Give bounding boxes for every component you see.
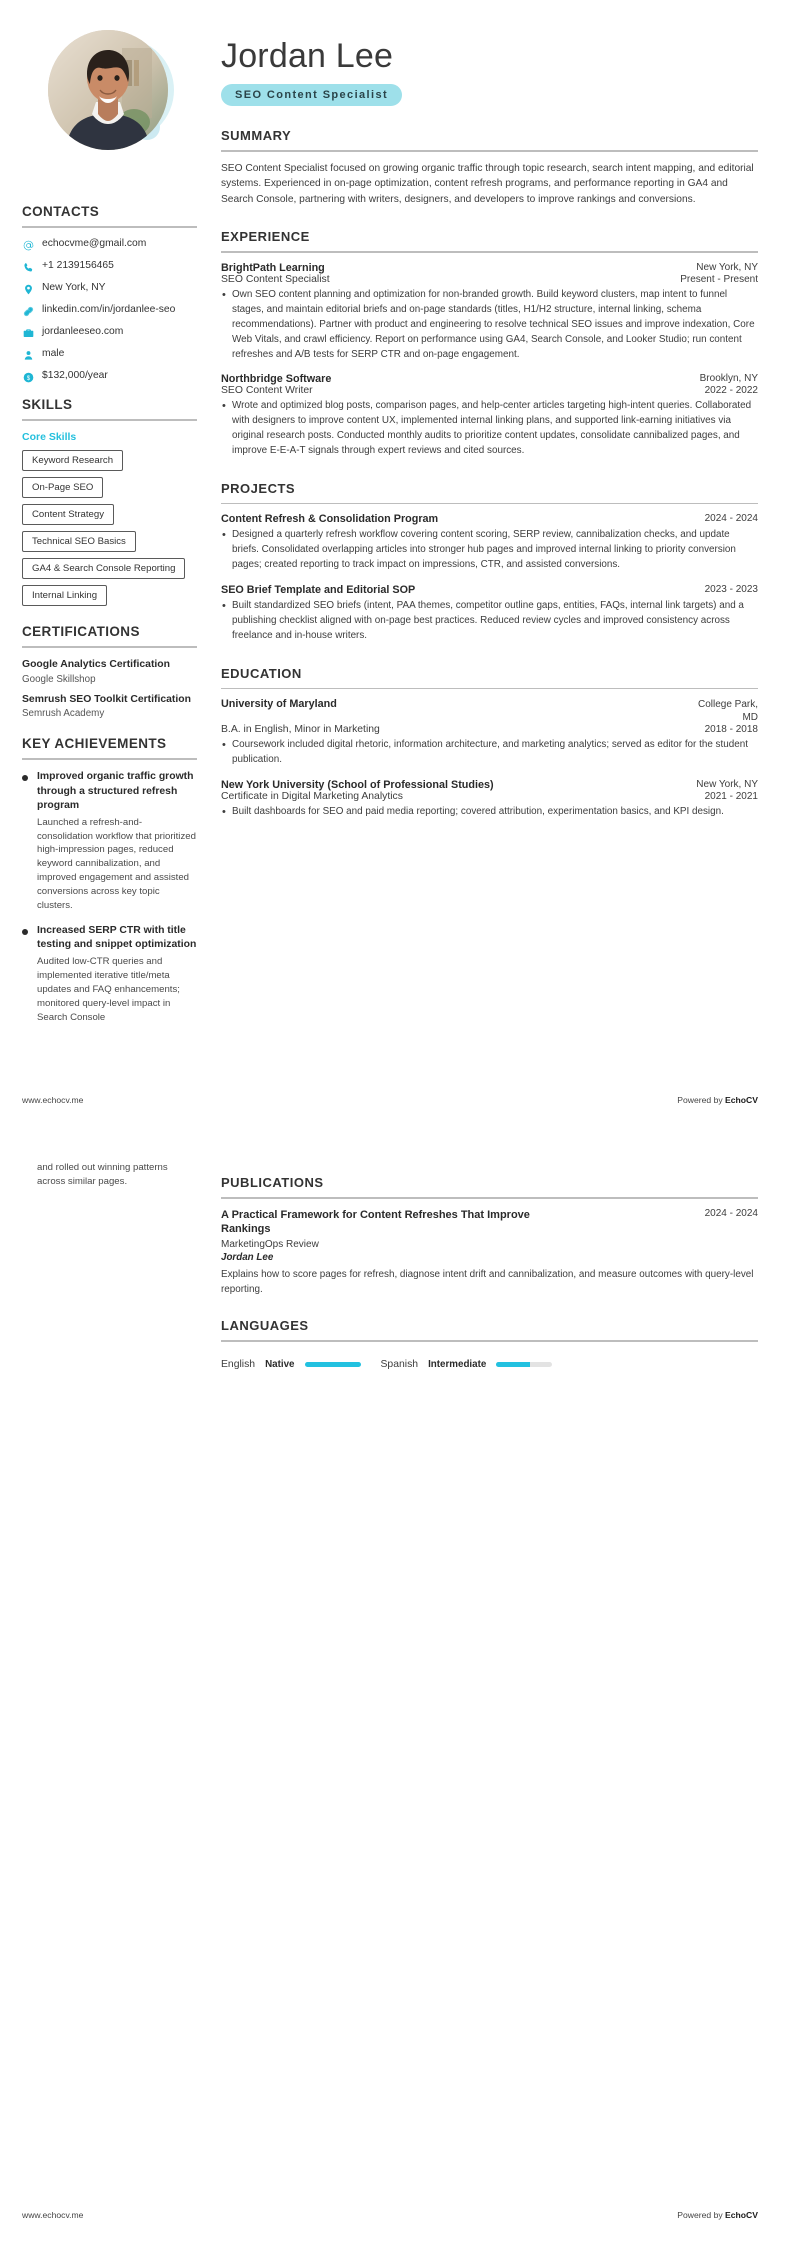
publication-entry: [221, 1208, 758, 1298]
main-content-continued: [215, 1123, 794, 1370]
section-title-publications: PUBLICATIONS: [221, 1175, 324, 1190]
experience-entry: [221, 262, 758, 362]
sidebar-continued: [0, 1123, 215, 1189]
achievement-desc: Audited low-CTR queries and implemented iterative title/meta updates and FAQ enhancements; monitored query-level impact in Search Console: [37, 956, 180, 1023]
experience-entry: [221, 373, 758, 458]
experience-org: BrightPath Learning: [221, 262, 325, 275]
section-title-contacts: CONTACTS: [22, 204, 100, 219]
publication-author: Jordan Lee: [221, 1252, 274, 1264]
language-level: Intermediate: [428, 1358, 487, 1370]
project-dates: 2023 - 2023: [704, 583, 758, 595]
footer-brand-name: EchoCV: [725, 2210, 758, 2220]
language-name: Spanish: [380, 1358, 419, 1370]
education-entry: [221, 698, 758, 768]
education-bullets: [221, 805, 758, 820]
skill-chip[interactable]: Content Strategy: [22, 504, 114, 525]
skill-chip[interactable]: Technical SEO Basics: [22, 531, 136, 552]
skill-chip[interactable]: Internal Linking: [22, 585, 107, 606]
job-title-badge: SEO Content Specialist: [221, 84, 402, 106]
resume-sheet-2: [0, 1123, 794, 2246]
experience-role: SEO Content Specialist: [221, 274, 330, 286]
project-entry: [221, 584, 758, 644]
project-bullets: [221, 599, 758, 644]
section-title-certifications: CERTIFICATIONS: [22, 624, 140, 639]
contact-value-website: jordanleeseo.com: [42, 326, 124, 337]
footer-brand: [677, 2210, 758, 2220]
divider-key-achievements: [22, 758, 197, 760]
education-dates: 2018 - 2018: [704, 724, 758, 736]
project-dates: 2024 - 2024: [704, 513, 758, 525]
page-footer-1: [0, 1095, 794, 1105]
achievement-title: Increased SERP CTR with title testing and snippet optimization: [37, 924, 197, 950]
location-icon: [22, 283, 34, 295]
project-bullets: [221, 528, 758, 573]
education-location: New York, NY: [696, 778, 758, 790]
contact-value-phone: +1 2139156465: [42, 260, 114, 271]
contact-item-location[interactable]: [22, 282, 197, 295]
bullet-dot-icon: [22, 929, 28, 935]
summary-text: SEO Content Specialist focused on growing organic traffic through topic research, search intent mapping, and editorial systems. Experienced in on-page optimization, content refresh programs, and performance reporting in GA4 and Search Console, partnering with writers, designers, and developers to improve rankings and conversions.: [221, 162, 754, 205]
divider-summary: [221, 150, 758, 152]
section-title-projects: PROJECTS: [221, 480, 296, 496]
certification-item: [22, 693, 197, 721]
experience-location: Brooklyn, NY: [699, 373, 758, 385]
experience-bullets: [221, 288, 758, 362]
footer-powered-prefix: Powered by: [677, 2210, 726, 2220]
education-location: College Park, MD: [697, 699, 758, 724]
contact-value-linkedin: linkedin.com/in/jordanlee-seo: [42, 304, 176, 315]
contact-item-phone[interactable]: [22, 260, 197, 273]
section-title-summary: SUMMARY: [221, 128, 292, 144]
publication-journal: MarketingOps Review: [221, 1239, 319, 1251]
divider-education: [221, 688, 758, 690]
certification-item: [22, 658, 197, 686]
language-level: Native: [265, 1358, 295, 1370]
main-content: [215, 0, 794, 831]
skills-group-label: Core Skills: [22, 431, 77, 443]
phone-icon: [22, 261, 34, 273]
person-icon: [22, 349, 34, 361]
contact-item-gender: [22, 348, 197, 361]
language-name: English: [221, 1358, 256, 1370]
divider-languages: [221, 1340, 758, 1342]
contact-item-email[interactable]: [22, 238, 197, 251]
link-icon: [22, 305, 34, 317]
education-dates: 2021 - 2021: [704, 790, 758, 802]
language-proficiency-bar: [496, 1362, 552, 1367]
section-title-experience: EXPERIENCE: [221, 229, 310, 245]
avatar-portrait-icon: [48, 30, 168, 150]
bullet-item: • Own SEO content planning and optimization for non-branded growth. Build keyword clusters, map intent to funnel stages, and maintain editorial briefs and on-page standards (titles, H1/H2 structure, internal linking, schema recommendations). Partner with product and engineering to resolve technical SEO issues and improve indexation, Core Web Vitals, and crawl efficiency. Report on performance using GA4, Search Console, and Looker Studio; run content refreshes and A/B tests for SERP CTR and on-page engagement.: [221, 288, 758, 362]
skill-chip[interactable]: Keyword Research: [22, 450, 123, 471]
education-degree: B.A. in English, Minor in Marketing: [221, 724, 380, 736]
bullet-item: • Built standardized SEO briefs (intent, PAA themes, competitor outline gaps, entities, FAQs, internal link targets) and a publishing checklist aligned with on-page best practices. Reduced review cycles and improved consistency across freelance and in-house writers.: [221, 599, 758, 644]
achievement-desc-continued: and rolled out winning patterns across similar pages.: [37, 1162, 168, 1187]
sidebar: [0, 0, 215, 1036]
bullet-item: • Wrote and optimized blog posts, comparison pages, and help-center articles targeting high-intent queries. Collaborated with designers to improve content UX, implemented internal linking plans, and supported link-earning initiatives via original research posts. Conducted monthly audits to prioritize content updates, consolidate cannibalized pages, and improve E-E-A-T signals through expert reviews and cited sources.: [221, 399, 758, 458]
briefcase-icon: [22, 327, 34, 339]
skill-chip[interactable]: GA4 & Search Console Reporting: [22, 558, 185, 579]
experience-dates: 2022 - 2022: [704, 385, 758, 397]
section-title-languages: LANGUAGES: [221, 1318, 309, 1333]
bullet-dot-icon: [22, 775, 28, 781]
education-entry: [221, 779, 758, 820]
publication-title: A Practical Framework for Content Refreshes That Improve Rankings: [221, 1208, 530, 1236]
contact-value-email: echocvme@gmail.com: [42, 238, 147, 249]
skill-chip[interactable]: On-Page SEO: [22, 477, 103, 498]
project-name: Content Refresh & Consolidation Program: [221, 513, 439, 526]
certification-name: Semrush SEO Toolkit Certification: [22, 693, 191, 705]
experience-dates: Present - Present: [680, 274, 758, 286]
section-title-skills: SKILLS: [22, 397, 73, 412]
contact-value-gender: male: [42, 348, 65, 359]
divider-contacts: [22, 226, 197, 228]
avatar: [22, 30, 202, 190]
education-school: University of Maryland: [221, 698, 337, 711]
divider-experience: [221, 251, 758, 253]
certification-name: Google Analytics Certification: [22, 659, 170, 670]
contact-list: [22, 238, 197, 383]
project-name: SEO Brief Template and Editorial SOP: [221, 583, 416, 596]
publication-description: Explains how to score pages for refresh, diagnose intent drift and cannibalization, and measure outcomes with query-level reporting.: [221, 1269, 754, 1296]
experience-org: Northbridge Software: [221, 373, 332, 386]
contact-item-linkedin[interactable]: [22, 304, 197, 317]
language-proficiency-bar: [305, 1362, 361, 1367]
bullet-item: • Built dashboards for SEO and paid media reporting; covered attribution, experimentation basics, and KPI design.: [221, 805, 758, 820]
experience-location: New York, NY: [696, 262, 758, 274]
footer-brand-name: EchoCV: [725, 1095, 758, 1105]
divider-certifications: [22, 646, 197, 648]
footer-brand: [677, 1095, 758, 1105]
divider-publications: [221, 1197, 758, 1199]
bullet-item: • Coursework included digital rhetoric, information architecture, and marketing analytics; served as editor for the student publication.: [221, 738, 758, 768]
svg-text:$: $: [26, 374, 30, 382]
contact-item-salary: [22, 370, 197, 383]
email-icon: [22, 239, 34, 251]
bullet-item: • Designed a quarterly refresh workflow covering content scoring, SERP review, cannibalization checks, and update briefs. Consolidated overlapping articles into stronger hub pages and improved internal linking to priority conversion pages; created reporting to track impact on impressions, CTR, and assisted conversions.: [221, 528, 758, 573]
achievement-desc: Launched a refresh-and-consolidation workflow that prioritized high-impression pages, reduced keyword cannibalization, and improved engagement and assisted conversions across key topic clusters.: [37, 816, 196, 912]
section-title-education: EDUCATION: [221, 665, 302, 681]
achievement-item: [22, 924, 197, 1025]
page-title: Jordan Lee: [221, 37, 394, 75]
achievement-title: Improved organic traffic growth through a structured refresh program: [37, 771, 194, 811]
education-school: New York University (School of Professional Studies): [221, 778, 494, 791]
skills-chip-list: [22, 450, 197, 606]
footer-powered-prefix: Powered by: [677, 1095, 726, 1105]
certification-org: Google Skillshop: [22, 673, 96, 685]
page-footer-2: [0, 2210, 794, 2220]
footer-site[interactable]: www.echocv.me: [22, 2210, 84, 2220]
divider-projects: [221, 503, 758, 505]
project-entry: [221, 513, 758, 573]
divider-skills: [22, 419, 197, 421]
contact-value-salary: $132,000/year: [42, 370, 108, 381]
certification-org: Semrush Academy: [22, 708, 105, 720]
contact-item-website[interactable]: [22, 326, 197, 339]
avatar-photo: [48, 30, 168, 150]
experience-role: SEO Content Writer: [221, 385, 313, 397]
publication-dates: 2024 - 2024: [704, 1207, 758, 1219]
education-bullets: [221, 738, 758, 768]
language-list: [221, 1351, 758, 1370]
contact-value-location: New York, NY: [42, 282, 106, 293]
education-degree: Certificate in Digital Marketing Analytics: [221, 790, 403, 802]
section-title-key-achievements: KEY ACHIEVEMENTS: [22, 736, 167, 752]
footer-site[interactable]: www.echocv.me: [22, 1095, 84, 1105]
experience-bullets: [221, 399, 758, 458]
salary-icon: [22, 371, 34, 383]
achievement-item: [22, 770, 197, 912]
